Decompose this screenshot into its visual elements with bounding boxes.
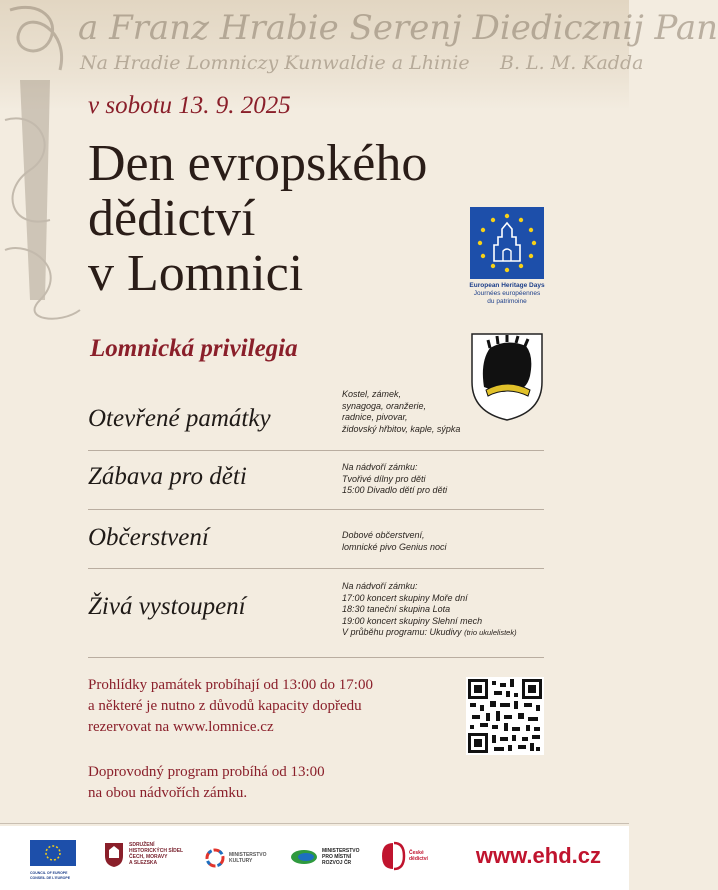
ehd-flag-icon — [470, 207, 544, 279]
info-line: Prohlídky památek probíhají od 13:00 do 17:00 — [88, 677, 373, 693]
ehd-caption-line-1: European Heritage Days — [469, 282, 545, 289]
program-row — [88, 569, 544, 658]
info-program — [88, 762, 325, 804]
website-link[interactable]: www.ehd.cz — [475, 843, 601, 868]
logo-text: MINISTERSTVO — [229, 852, 267, 858]
program-heading: Živá vystoupení — [88, 593, 246, 620]
logo-text: COUNCIL OF EUROPE — [30, 871, 68, 875]
logo-text: ČECH, MORAVY — [129, 854, 168, 860]
program-heading: Otevřené památky — [88, 405, 271, 432]
program-row — [88, 389, 544, 451]
logo-text: dědictví — [409, 856, 428, 862]
detail-line: Tvořivé dílny pro děti — [342, 473, 426, 484]
detail-line: Dobové občerstvení, — [342, 530, 425, 540]
program-detail — [342, 389, 460, 435]
detail-text: V průběhu programu: Ukudivy — [342, 627, 462, 637]
program-detail — [342, 462, 447, 497]
info-line: rezervovat na www.lomnice.cz — [88, 719, 274, 735]
title-line-1: Den evropského — [88, 135, 428, 192]
ministry-regional-icon — [290, 849, 318, 865]
logo-text: ROZVOJ ČR — [322, 860, 352, 866]
shield-icon — [104, 842, 124, 868]
info-tours — [88, 675, 373, 738]
czech-heritage-logo — [381, 842, 428, 870]
info-line: a některé je nutno z důvodů kapacity dopředu — [88, 698, 362, 714]
logo-text: PRO MÍSTNÍ — [322, 854, 352, 860]
title-line-2: dědictví — [88, 190, 256, 247]
footer-divider — [0, 823, 629, 824]
historic-settlements-logo — [104, 842, 183, 868]
footer — [0, 826, 629, 890]
program-heading: Zábava pro děti — [88, 463, 247, 490]
detail-line: židovský hřbitov, kaple, sýpka — [342, 423, 461, 434]
detail-line: radnice, pivovar, — [342, 412, 408, 422]
info-line: na obou nádvořích zámku. — [88, 785, 248, 801]
detail-line — [342, 627, 517, 639]
title-line-3: v Lomnici — [88, 245, 304, 302]
ehd-caption-line-2: Journées européennes — [473, 290, 541, 297]
council-of-europe-logo — [30, 840, 76, 880]
detail-line: 19:00 koncert skupiny Slehní mech — [342, 615, 483, 626]
ministry-of-culture-logo — [205, 848, 267, 868]
subtitle: Lomnická privilegia — [90, 335, 298, 362]
detail-line: Na nádvoří zámku: — [342, 462, 418, 472]
detail-line: 17:00 koncert skupiny Moře dní — [342, 592, 468, 603]
program-detail — [342, 530, 447, 553]
logo-text: HISTORICKÝCH SÍDEL — [129, 848, 184, 854]
ehd-caption-line-3: du patrimoine — [487, 298, 527, 305]
program-row — [88, 451, 544, 510]
czech-heritage-icon — [381, 842, 405, 870]
event-date: v sobotu 13. 9. 2025 — [88, 92, 291, 119]
manuscript-line-1: a Franz Hrabie Serenj Diedicznij Pan — [78, 8, 718, 48]
detail-line: Kostel, zámek, — [342, 389, 402, 399]
program-list — [88, 389, 544, 658]
detail-line: 15:00 Divadlo dětí pro děti — [342, 485, 448, 495]
council-of-europe-icon — [30, 840, 76, 866]
ornamental-initial — [0, 0, 90, 330]
detail-note: (trio ukulelistek) — [464, 628, 517, 637]
logo-text: KULTURY — [229, 858, 253, 864]
page-title — [88, 136, 427, 301]
detail-line: synagoga, oranžerie, — [342, 400, 427, 411]
info-line: Doprovodný program probíhá od 13:00 — [88, 764, 325, 780]
logo-text: A SLEZSKA — [129, 860, 158, 866]
program-detail — [342, 581, 517, 639]
detail-line: lomnické pivo Genius noci — [342, 541, 447, 552]
logo-text: České — [409, 850, 424, 856]
qr-code-icon[interactable] — [466, 677, 544, 755]
manuscript-line-2: Na Hradie Lomniczy Kunwaldie a Lhinie — [80, 52, 470, 74]
logo-text: SDRUŽENÍ — [129, 842, 155, 848]
detail-line: 18:30 taneční skupina Lota — [342, 604, 451, 614]
manuscript-line-3: B. L. M. Kadda — [500, 52, 644, 74]
european-heritage-days-logo — [468, 207, 546, 306]
program-row — [88, 510, 544, 569]
logo-text: CONSEIL DE L'EUROPE — [30, 875, 71, 880]
ministry-regional-development-logo — [290, 848, 360, 866]
ministry-culture-icon — [205, 848, 225, 868]
logo-text: MINISTERSTVO — [322, 848, 360, 854]
program-heading: Občerstvení — [88, 524, 209, 551]
detail-line: Na nádvoří zámku: — [342, 581, 418, 591]
